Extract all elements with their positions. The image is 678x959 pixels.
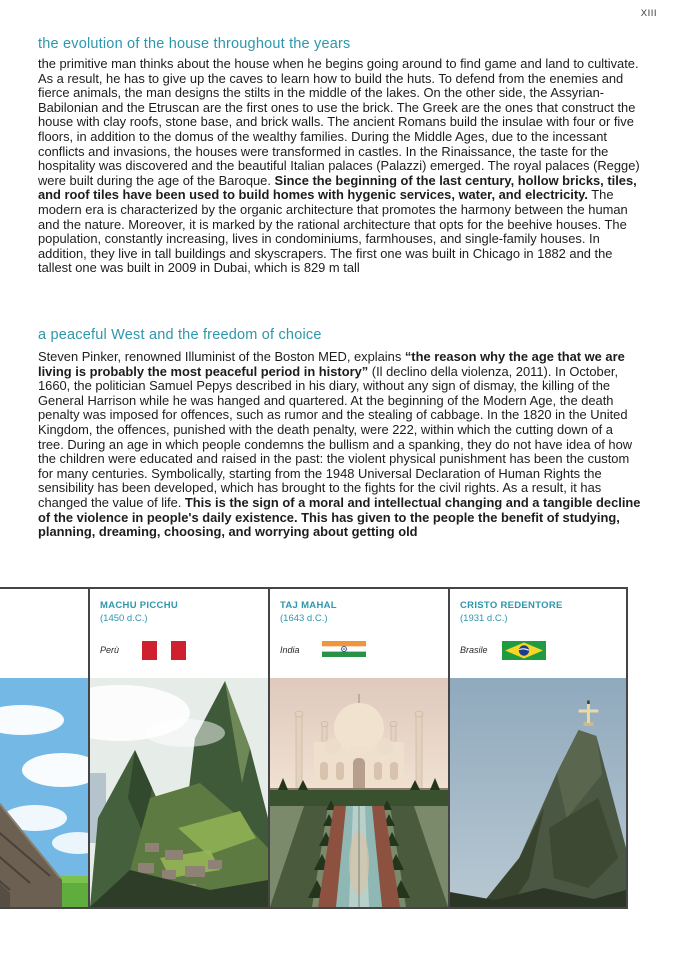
card-title: TAJ MAHAL bbox=[280, 600, 337, 611]
country-row bbox=[460, 641, 620, 661]
country-label: Brasile bbox=[460, 645, 488, 655]
monument-card-chichen-itza bbox=[0, 587, 88, 909]
peru-flag bbox=[142, 641, 186, 660]
paragraph-peaceful-west: Steven Pinker, renowned Illuminist of the Boston MED, explains “the reason why the age that we are living is probably the most peaceful period in history” (Il declino della violenza, 2011). In October, 1660, the politician Samuel Pepys described in his diary, without any sign of dismay, the killing of the General Harrison while he was hanged and quartered. At the beginning of the Modern Age, the death penalty was imposed for offences, such as rumor and the stealing of cabbage. In the 1820 in the United Kingdom, the offences, punished with the death penalty, were 222, within which the cutting down of a tree. During an age in which people condemns the bullism and a spanking, they do not have idea of how the children were educated and raised in the past: the violent physical punishment has been the custom for many centuries. Symbolically, starting from the 1948 Universal Declaration of Human Rights the sensibility has been developed, which has brought to the fights for the civil rights. As a result, it has changed the value of life. This is the sign of a moral and intellectual changing and a tangible decline of the violence in people's daily existence. This has given to the people the benefit of studying, planning, dreaming, choosing, and worrying about getting old bbox=[38, 349, 641, 540]
card-header bbox=[270, 589, 448, 678]
card-year: (1643 d.C.) bbox=[280, 613, 328, 624]
monuments-strip bbox=[0, 587, 628, 909]
cristo-redentore-photo bbox=[450, 678, 626, 907]
card-year: (1931 d.C.) bbox=[460, 613, 508, 624]
card-header bbox=[450, 589, 626, 678]
card-year: (1450 d.C.) bbox=[100, 613, 148, 624]
monument-card-taj-mahal bbox=[268, 587, 448, 909]
country-row bbox=[280, 641, 440, 661]
india-flag bbox=[322, 641, 366, 657]
paragraph-evolution: the primitive man thinks about the house when he begins going around to find game and land to cultivate. As a result, he has to give up the caves to learn how to build the huts. To defend from the enemies and fierce animals, the man designs the stilts in the middle of the lakes. On the other side, the Assyrian-Babilonian and the Etruscan are the first ones to use the brick. The Greek are the ones that construct the house with clay roofs, stone base, and brick walls. The ancient Romans build the insulae with four or five floors, in addition to the domus of the wealthy families. During the Middle Ages, due to the incessant conflicts and invasions, the houses were transformed in castles. In the Rinaissance, the taste for the hospitality was discovered and the beautiful Italian palaces (Palazzi) emerged. The royal palaces (Regge) were built during the age of the Baroque. Since the beginning of the last century, hollow bricks, tiles, and roof tiles have been used to build homes with hygenic services, water, and electricity. The modern era is characterized by the organic architecture that promotes the harmony between the human and the nature. Moreover, it is marked by the rational architecture that opts for the beehive houses. The population, constantly increasing, lives in condominiums, farmhouses, and single-family houses. In addition, they live in tall buildings and skyscrapers. The first one was built in Chicago in 1882 and the tallest one was built in 2009 in Dubai, which is 829 m tall bbox=[38, 56, 640, 276]
country-label: Perù bbox=[100, 645, 120, 655]
section-heading-peaceful-west: a peaceful West and the freedom of choice bbox=[38, 327, 322, 343]
monument-card-machu-picchu bbox=[88, 587, 268, 909]
monument-card-cristo-redentore bbox=[448, 587, 628, 909]
machu-picchu-photo bbox=[90, 678, 268, 907]
brazil-flag bbox=[502, 641, 546, 660]
card-header bbox=[0, 589, 88, 678]
card-title: MACHU PICCHU bbox=[100, 600, 179, 611]
country-label: India bbox=[280, 645, 300, 655]
chichen-itza-photo bbox=[0, 678, 88, 907]
page-number: XIII bbox=[640, 8, 657, 19]
card-header bbox=[90, 589, 268, 678]
country-row bbox=[100, 641, 260, 661]
taj-mahal-photo bbox=[270, 678, 448, 907]
card-title: CRISTO REDENTORE bbox=[460, 600, 563, 611]
section-heading-evolution: the evolution of the house throughout the years bbox=[38, 36, 351, 52]
